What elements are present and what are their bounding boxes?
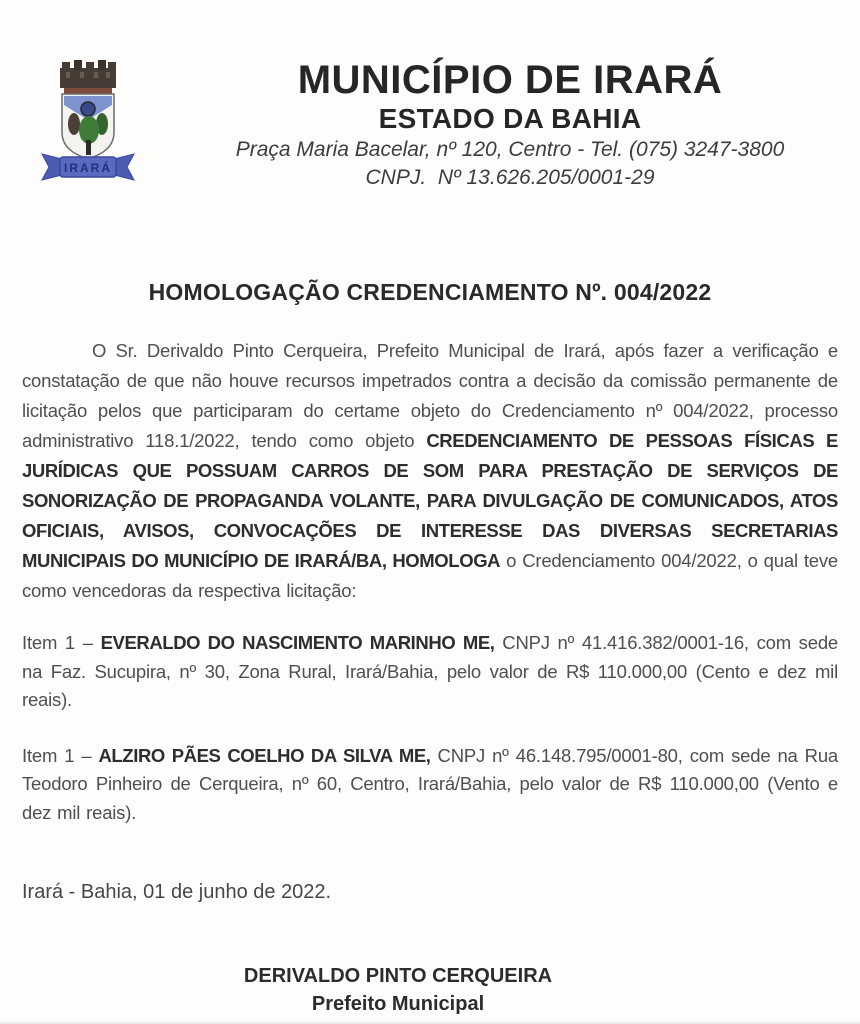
letterhead [0, 0, 860, 195]
municipality-title: MUNICÍPIO DE IRARÁ [297, 58, 723, 102]
text-run: O Sr. Derivaldo Pinto Cerqueira, Prefeito Municipal de Irará, após fazer a verificação e constatação de que não houve recursos impetrados contra a decisão da comissão permanente de licitação pelos que participaram do certame objeto do Credenciamento nº 004/2022, processo administrativo 118.1/2022, tendo como objeto [22, 340, 838, 451]
letterhead-text [170, 58, 850, 192]
signature-block [22, 962, 838, 1018]
text-run: Item 1 – [22, 744, 99, 766]
item-paragraph-alziro [22, 742, 838, 828]
text-run: CNPJ nº 46.148.795/0001-80, com sede na Rua Teodoro Pinheiro de Cerqueira, nº 60, Centro, Irará/Bahia, pelo valor de R$ 110.000,00 (Vento e dez mil reais). [22, 744, 838, 823]
text-run-bold: CREDENCIAMENTO DE PESSOAS FÍSICAS E JURÍDICAS QUE POSSUAM CARROS DE SOM PARA PRESTAÇÃO DE SERVIÇOS DE SONORIZAÇÃO DE PROPAGANDA VOLANTE, PARA DIVULGAÇÃO DE COMUNICADOS, ATOS OFICIAIS, AVISOS, CONVOCAÇÕES DE INTERESSE DAS DIVERSAS SECRETARIAS MUNICIPAIS DO MUNICÍPIO DE IRARÁ/BA, HOMOLOGA [22, 430, 838, 571]
item-paragraph-everaldo [22, 629, 838, 715]
text-run: o Credenciamento 004/2022, o qual teve como vencedoras da respectiva licitação: [22, 550, 839, 601]
logo-ribbon-label: IRARÁ [64, 161, 112, 175]
signature-name: DERIVALDO PINTO CERQUEIRA [243, 965, 553, 987]
main-paragraph [22, 336, 838, 606]
cnpj-line: CNPJ. Nº 13.626.205/0001-29 [365, 166, 655, 189]
document-title: HOMOLOGAÇÃO CREDENCIAMENTO Nº. 004/2022 [148, 279, 712, 305]
text-run: CNPJ nº 41.416.382/0001-16, com sede na Faz. Sucupira, nº 30, Zona Rural, Irará/Bahia, pelo valor de R$ 110.000,00 (Cento e dez mil reais). [22, 632, 839, 710]
text-run-bold: EVERALDO DO NASCIMENTO MARINHO ME, [100, 632, 495, 653]
date-place-line: Irará - Bahia, 01 de junho de 2022. [22, 881, 332, 903]
irara-coat-of-arms-icon [36, 58, 140, 192]
text-run: Item 1 – [22, 632, 101, 653]
state-title: ESTADO DA BAHIA [378, 103, 642, 134]
signature-role: Prefeito Municipal [311, 993, 485, 1015]
document-body [0, 336, 860, 1018]
address-line: Praça Maria Bacelar, nº 120, Centro - Tel. (075) 3247-3800 [235, 138, 785, 161]
text-run-bold: ALZIRO PÃES COELHO DA SILVA ME, [98, 744, 431, 766]
